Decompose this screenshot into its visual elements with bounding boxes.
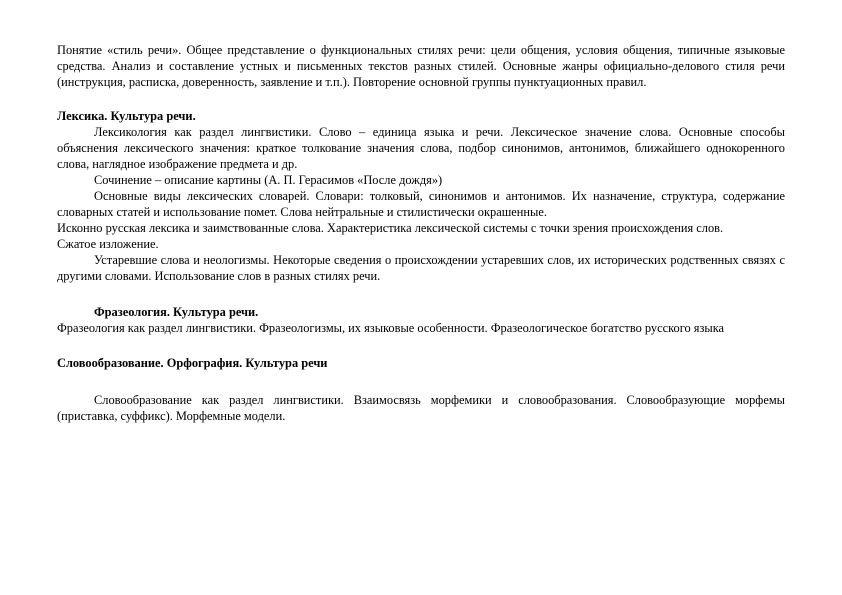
phraseology-heading: Фразеология. Культура речи. — [94, 305, 259, 319]
wordformation-paragraph-1: Словообразование как раздел лингвистики. Взаимосвязь морфемики и словообразования. Словообразующие морфемы (приставка, суффикс). Морфемные модели. — [57, 393, 785, 423]
lexica-paragraph-6: Устаревшие слова и неологизмы. Некоторые сведения о происхождении устаревших слов, их исторических родственных связях с другими словами. Использование слов в разных стилях речи. — [57, 253, 785, 283]
lexica-paragraph-2: Сочинение – описание картины (А. П. Герасимов «После дождя») — [94, 173, 443, 187]
lexica-paragraph-5: Сжатое изложение. — [57, 237, 159, 251]
lexica-heading: Лексика. Культура речи. — [57, 109, 196, 123]
document-page — [57, 42, 785, 424]
phraseology-paragraph-1: Фразеология как раздел лингвистики. Фразеологизмы, их языковые особенности. Фразеологическое богатство русского языка — [57, 321, 725, 335]
lexica-paragraph-4: Исконно русская лексика и заимствованные слова. Характеристика лексической системы с точки зрения происхождения слов. — [57, 221, 724, 235]
wordformation-heading: Словообразование. Орфография. Культура речи — [57, 356, 328, 370]
lexica-paragraph-3: Основные виды лексических словарей. Словари: толковый, синонимов и антонимов. Их назначение, структура, содержание словарных статей и использование помет. Слова нейтральные и стилистически окрашенные. — [57, 189, 785, 219]
intro-paragraph: Понятие «стиль речи». Общее представление о функциональных стилях речи: цели общения, условия общения, типичные языковые средства. Анализ и составление устных и письменных текстов разных стилей. Основные жанры официально-делового стиля речи (инструкция, расписка, доверенность, заявление и т.п.). Повторение основной группы пунктуационных правил. — [57, 43, 785, 89]
lexica-paragraph-1: Лексикология как раздел лингвистики. Слово – единица языка и речи. Лексическое значение слова. Основные способы объяснения лексического значения: краткое толкование значения слова, подбор синонимов, антонимов, ближайшего однокоренного слова, наглядное изображение предмета и др. — [57, 125, 785, 171]
